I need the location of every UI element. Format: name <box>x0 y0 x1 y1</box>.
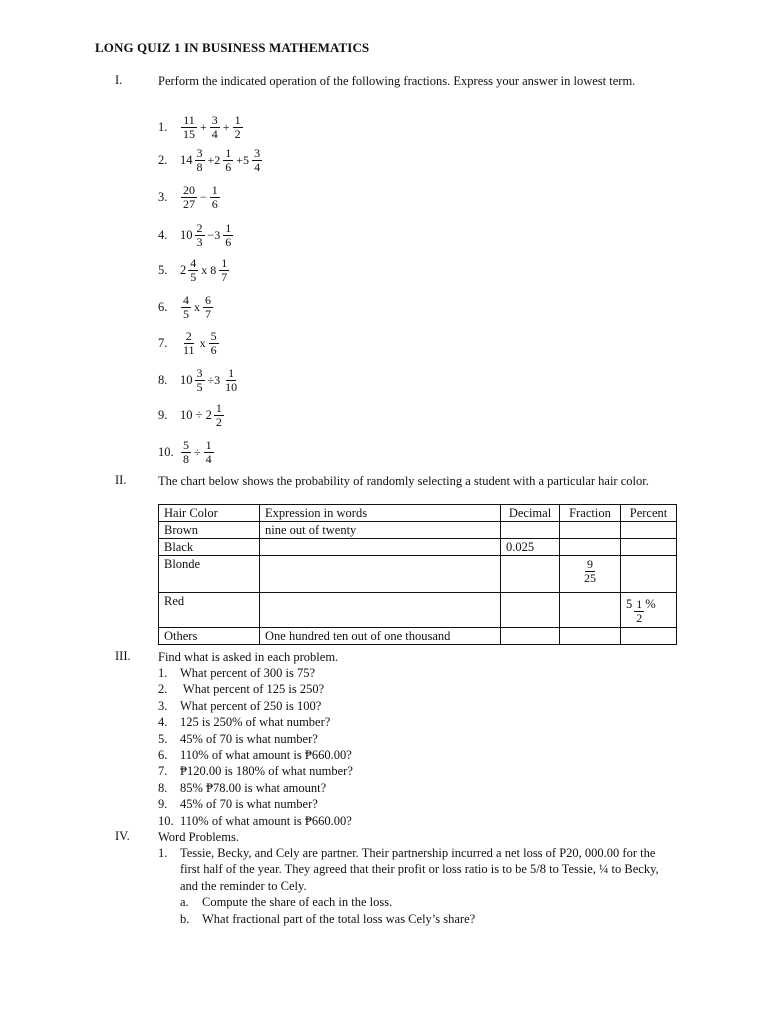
denominator: 4 <box>254 159 261 174</box>
fraction <box>252 147 262 174</box>
numerator: 1 <box>636 596 643 611</box>
item-text: 110% of what amount is ₱660.00? <box>180 813 352 828</box>
denominator: 6 <box>225 159 232 174</box>
fraction-problem <box>158 145 263 175</box>
operator: + <box>222 119 230 134</box>
table-header-row <box>159 505 677 522</box>
fraction <box>195 147 205 174</box>
fraction <box>181 439 191 466</box>
numerator: 3 <box>196 145 203 160</box>
fraction <box>181 114 197 141</box>
cell-decimal <box>501 556 560 593</box>
section-4-instructions: Word Problems. <box>158 830 239 844</box>
denominator: 6 <box>225 234 232 249</box>
numerator: 1 <box>205 437 212 452</box>
cell-words: One hundred ten out of one thousand <box>260 628 501 645</box>
denominator: 2 <box>215 414 222 429</box>
fraction <box>188 257 198 284</box>
numerator: 1 <box>215 400 222 415</box>
item-text: 45% of 70 is what number? <box>180 731 318 746</box>
list-item <box>158 731 353 747</box>
cell-words: nine out of twenty <box>260 522 501 539</box>
numerator: 4 <box>183 292 189 307</box>
table-row <box>159 593 677 628</box>
item-number: 1. <box>158 846 168 860</box>
denominator: 4 <box>211 126 218 141</box>
list-item <box>158 763 353 779</box>
fraction-problem <box>158 220 234 250</box>
problem-number: 9. <box>158 407 168 422</box>
sub-number: a. <box>180 895 189 910</box>
section-1-instructions: Perform the indicated operation of the following fractions. Express your answer in lowest term. <box>158 74 636 88</box>
fraction <box>634 598 644 625</box>
fraction <box>210 184 220 211</box>
denominator: 25 <box>584 571 596 585</box>
numerator: 5 <box>183 437 189 452</box>
denominator: 2 <box>234 126 241 141</box>
problem-number: 2. <box>158 152 168 167</box>
cell-fraction <box>560 593 621 628</box>
header-percent: Percent <box>621 505 677 522</box>
item-number: 7. <box>158 764 168 779</box>
header-decimal: Decimal <box>501 505 560 522</box>
table-row <box>159 522 677 539</box>
cell-percent <box>621 539 677 556</box>
cell-decimal: 0.025 <box>501 539 560 556</box>
cell-color: Red <box>159 593 260 628</box>
quiz-title: LONG QUIZ 1 IN BUSINESS MATHEMATICS <box>95 40 370 55</box>
cell-color: Brown <box>159 522 260 539</box>
denominator: 5 <box>190 269 197 284</box>
item-number: 8. <box>158 780 168 795</box>
sub-number: b. <box>180 911 190 926</box>
numerator: 5 <box>210 328 217 343</box>
numerator: 1 <box>225 145 232 160</box>
cell-words <box>260 556 501 593</box>
denominator: 5 <box>196 379 203 394</box>
section-2-instructions: The chart below shows the probability of randomly selecting a student with a particular hair color. <box>158 474 649 488</box>
fraction <box>195 367 205 394</box>
header-hair-color: Hair Color <box>159 505 260 522</box>
operator: − <box>200 189 207 204</box>
list-item <box>158 698 353 714</box>
word-problem-text: Tessie, Becky, and Cely are partner. Their partnership incurred a net loss of P20, 000.00 for the first half of the year. They agreed that their profit or loss ratio is to be 5/8 to Tessie, ¼ to Becky, and the reminder to Cely. <box>180 846 659 893</box>
problem-number: 5. <box>158 262 168 277</box>
fraction <box>203 294 213 321</box>
item-text: What percent of 250 is 100? <box>180 698 322 713</box>
cell-words <box>260 593 501 628</box>
list-item <box>158 780 353 796</box>
fraction-problem <box>158 328 220 358</box>
cell-decimal <box>501 522 560 539</box>
operator: ÷3 <box>207 372 221 387</box>
operator: + <box>200 119 207 134</box>
cell-percent <box>621 628 677 645</box>
hair-color-table <box>158 504 677 645</box>
whole-number: 10 <box>180 227 193 242</box>
item-text: ₱120.00 is 180% of what number? <box>180 764 353 779</box>
problem-number: 3. <box>158 189 168 204</box>
operator: x <box>199 335 206 350</box>
cell-fraction <box>560 628 621 645</box>
problem-number: 4. <box>158 227 168 242</box>
cell-fraction <box>560 539 621 556</box>
denominator: 8 <box>183 451 189 466</box>
header-fraction: Fraction <box>560 505 621 522</box>
problem-number: 10. <box>158 444 174 459</box>
numerator: 3 <box>196 365 203 380</box>
cell-decimal <box>501 593 560 628</box>
numerator: 6 <box>205 292 211 307</box>
item-number: 2. <box>158 682 168 697</box>
fraction-problem <box>158 182 221 212</box>
cell-words <box>260 539 501 556</box>
denominator: 10 <box>225 379 238 394</box>
table-row <box>159 628 677 645</box>
denominator: 8 <box>196 159 203 174</box>
numerator: 1 <box>234 112 241 127</box>
fraction <box>582 558 598 585</box>
list-item <box>158 796 353 812</box>
percent-whole: 5 <box>626 596 633 611</box>
fraction-problem <box>158 112 244 142</box>
item-number: 9. <box>158 797 168 812</box>
cell-color: Blonde <box>159 556 260 593</box>
fraction <box>204 439 214 466</box>
section-3-number: III. <box>115 649 131 663</box>
header-expression: Expression in words <box>260 505 501 522</box>
denominator: 2 <box>636 610 643 625</box>
denominator: 11 <box>183 342 195 357</box>
list-item <box>158 665 353 681</box>
operator: x 8 <box>201 262 217 277</box>
fraction <box>214 402 224 429</box>
whole-number: 10 ÷ 2 <box>180 407 212 422</box>
item-text: 110% of what amount is ₱660.00? <box>180 748 352 763</box>
fraction <box>181 294 191 321</box>
cell-fraction <box>560 522 621 539</box>
section-4-number: IV. <box>115 829 130 843</box>
numerator: 1 <box>225 220 232 235</box>
item-text: What percent of 300 is 75? <box>180 666 316 680</box>
problem-number: 8. <box>158 372 168 387</box>
table-row <box>159 556 677 593</box>
denominator: 7 <box>205 306 211 321</box>
cell-fraction <box>560 556 621 593</box>
cell-percent <box>621 593 677 628</box>
operator: +5 <box>236 152 250 167</box>
fraction <box>181 184 197 211</box>
denominator: 7 <box>221 269 228 284</box>
fraction <box>219 257 229 284</box>
denominator: 6 <box>210 342 217 357</box>
problem-number: 6. <box>158 299 168 314</box>
list-item <box>158 714 353 730</box>
operator: x <box>194 299 200 314</box>
item-number: 6. <box>158 748 168 763</box>
fraction <box>223 367 239 394</box>
problem-number: 7. <box>158 335 168 350</box>
section-2-number: II. <box>115 473 127 487</box>
sub-text: Compute the share of each in the loss. <box>202 895 393 910</box>
numerator: 11 <box>183 112 195 127</box>
fraction <box>223 222 233 249</box>
table-row <box>159 539 677 556</box>
numerator: 2 <box>185 328 192 343</box>
item-number: 4. <box>158 715 168 730</box>
cell-color: Others <box>159 628 260 645</box>
problem-number: 1. <box>158 119 168 134</box>
item-number: 10. <box>158 813 174 828</box>
operator: −3 <box>207 227 221 242</box>
list-item <box>158 681 353 697</box>
denominator: 27 <box>183 196 195 211</box>
fraction-problem <box>158 400 225 430</box>
numerator: 3 <box>211 112 218 127</box>
fraction <box>195 222 205 249</box>
cell-decimal <box>501 628 560 645</box>
section-3-instructions: Find what is asked in each problem. <box>158 650 339 664</box>
numerator: 1 <box>211 182 218 197</box>
item-number: 1. <box>158 666 168 680</box>
fraction-problem <box>158 292 214 322</box>
fraction-problem <box>158 437 215 467</box>
percent-problem-list <box>158 665 353 829</box>
list-item <box>158 813 353 829</box>
fraction <box>223 147 233 174</box>
whole-number: 2 <box>180 262 187 277</box>
list-item <box>158 747 353 763</box>
whole-number: 10 <box>180 372 193 387</box>
item-text: 125 is 250% of what number? <box>180 715 331 730</box>
sub-text: What fractional part of the total loss was Cely’s share? <box>202 911 476 926</box>
denominator: 6 <box>211 196 218 211</box>
operator: ÷ <box>194 444 201 459</box>
denominator: 5 <box>183 306 189 321</box>
item-text: What percent of 125 is 250? <box>180 682 325 697</box>
cell-percent <box>621 522 677 539</box>
numerator: 4 <box>190 255 197 270</box>
section-1-number: I. <box>115 73 123 87</box>
cell-percent <box>621 556 677 593</box>
denominator: 15 <box>183 126 195 141</box>
word-problem-body <box>158 845 688 894</box>
numerator: 1 <box>221 255 228 270</box>
numerator: 2 <box>196 220 203 235</box>
denominator: 4 <box>205 451 212 466</box>
numerator: 20 <box>183 182 195 197</box>
item-text: 85% ₱78.00 is what amount? <box>180 780 327 795</box>
operator: +2 <box>207 152 221 167</box>
fraction-problem <box>158 365 240 395</box>
item-text: 45% of 70 is what number? <box>180 797 318 812</box>
cell-color: Black <box>159 539 260 556</box>
sub-question <box>158 894 688 910</box>
numerator: 9 <box>587 557 593 571</box>
whole-number: 14 <box>180 152 193 167</box>
fraction <box>209 330 219 357</box>
fraction-problem <box>158 255 230 285</box>
fraction <box>210 114 220 141</box>
numerator: 1 <box>228 365 235 380</box>
percent-sign: % <box>645 596 656 611</box>
fraction <box>233 114 243 141</box>
denominator: 3 <box>196 234 203 249</box>
item-number: 5. <box>158 731 168 746</box>
word-problem-1 <box>158 845 688 927</box>
numerator: 3 <box>254 145 261 160</box>
fraction <box>181 330 197 357</box>
sub-question <box>158 911 688 927</box>
item-number: 3. <box>158 698 168 713</box>
